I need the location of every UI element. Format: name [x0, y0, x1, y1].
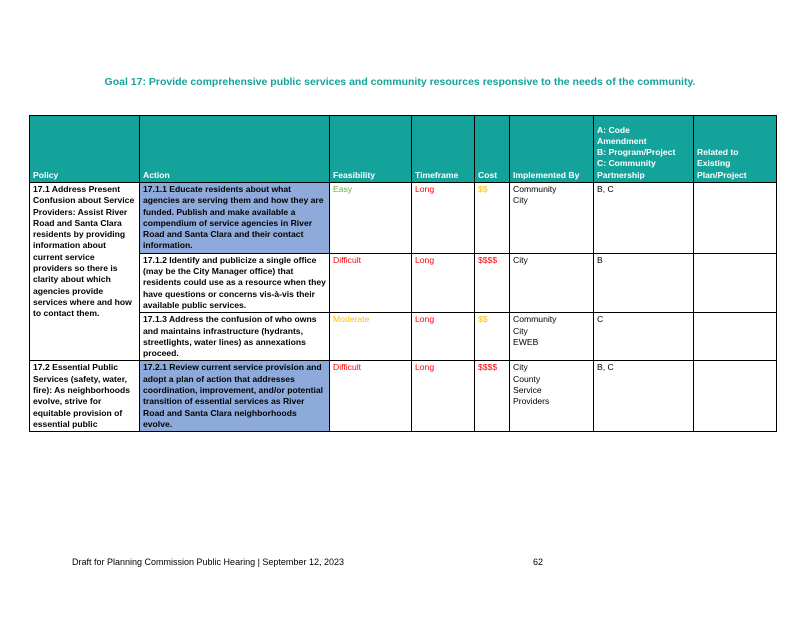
footer-text: Draft for Planning Commission Public Hearing | September 12, 2023 — [72, 557, 344, 567]
cost-cell: $$$$ — [475, 253, 510, 312]
timeframe-cell: Long — [412, 183, 475, 254]
feasibility-cell: Easy — [330, 183, 412, 254]
partnership-cell: B, C — [594, 361, 694, 432]
header-cost: Cost — [475, 116, 510, 183]
table-row — [30, 253, 777, 312]
implementer: City — [513, 325, 528, 336]
implemented-by-cell — [510, 313, 594, 361]
implemented-by-cell — [510, 183, 594, 254]
action-cell: 17.1.2 Identify and publicize a single office (may be the City Manager office) that residents could use as a resource when they have questions or concerns vis-à-vis their available public services. — [140, 253, 330, 312]
header-partnership-line: C: Community — [597, 158, 656, 169]
partnership-cell: B — [594, 253, 694, 312]
header-partnership-line: B: Program/Project — [597, 147, 676, 158]
related-cell — [694, 253, 777, 312]
header-partnership-line: Partnership — [597, 169, 645, 180]
implementer: City — [513, 195, 528, 206]
timeframe-cell: Long — [412, 253, 475, 312]
header-timeframe: Timeframe — [412, 116, 475, 183]
related-cell — [694, 361, 777, 432]
header-related-line: Plan/Project — [697, 169, 747, 180]
header-action: Action — [140, 116, 330, 183]
goal-title: Goal 17: Provide comprehensive public services and community resources responsive to the needs of the community. — [104, 76, 696, 88]
implementer: City — [513, 362, 528, 373]
cost-cell: $$$$ — [475, 361, 510, 432]
related-cell — [694, 183, 777, 254]
table-row — [30, 361, 777, 432]
policy-action-table — [29, 115, 777, 432]
header-partnership-line: A: Code — [597, 124, 630, 135]
header-partnership — [594, 116, 694, 183]
implementer: Community — [513, 184, 557, 194]
implemented-by-cell — [510, 253, 594, 312]
implementer: Community — [513, 314, 557, 325]
partnership-cell: C — [594, 313, 694, 361]
header-policy: Policy — [30, 116, 140, 183]
table-row — [30, 183, 777, 254]
implementer: Providers — [513, 396, 550, 407]
header-related — [694, 116, 777, 183]
implementer: City — [513, 254, 528, 265]
implementer: Service — [513, 385, 542, 396]
header-related-line: Related to — [697, 147, 739, 158]
policy-17-2: 17.2 Essential Public Services (safety, water, fire): As neighborhoods evolve, strive for equitable provision of essential public — [30, 361, 140, 432]
action-cell: 17.2.1 Review current service provision and adopt a plan of action that addresses coordination, improvement, and/or potential transition of essential services as River Road and Santa Clara neighborhoods evolve. — [140, 361, 330, 432]
policy-17-1: 17.1 Address Present Confusion about Service Providers: Assist River Road and Santa Clara residents by providing information about current service providers so there is clarity about which agencies provide services where and how to contact them. — [30, 183, 140, 361]
feasibility-cell: Difficult — [330, 253, 412, 312]
implementer: EWEB — [513, 336, 539, 347]
timeframe-cell: Long — [412, 313, 475, 361]
action-cell: 17.1.3 Address the confusion of who owns and maintains infrastructure (hydrants, streetlights, water lines) as annexations proceed. — [140, 313, 330, 361]
table-row — [30, 313, 777, 361]
implementer: County — [513, 373, 541, 384]
header-related-line: Existing — [697, 158, 731, 169]
table-header-row — [30, 116, 777, 183]
feasibility-cell: Difficult — [330, 361, 412, 432]
related-cell — [694, 313, 777, 361]
header-implemented-by: Implemented By — [510, 116, 594, 183]
header-partnership-line: Amendment — [597, 135, 647, 146]
action-cell: 17.1.1 Educate residents about what agencies are serving them and how they are funded. Publish and make available a compendium of service agencies in River Road and Santa Clara and their contact information. — [140, 183, 330, 254]
cost-cell: $$ — [475, 183, 510, 254]
feasibility-cell: Moderate — [330, 313, 412, 361]
partnership-cell: B, C — [594, 183, 694, 254]
header-feasibility: Feasibility — [330, 116, 412, 183]
implemented-by-cell — [510, 361, 594, 432]
page-number: 62 — [533, 557, 544, 567]
timeframe-cell: Long — [412, 361, 475, 432]
cost-cell: $$ — [475, 313, 510, 361]
